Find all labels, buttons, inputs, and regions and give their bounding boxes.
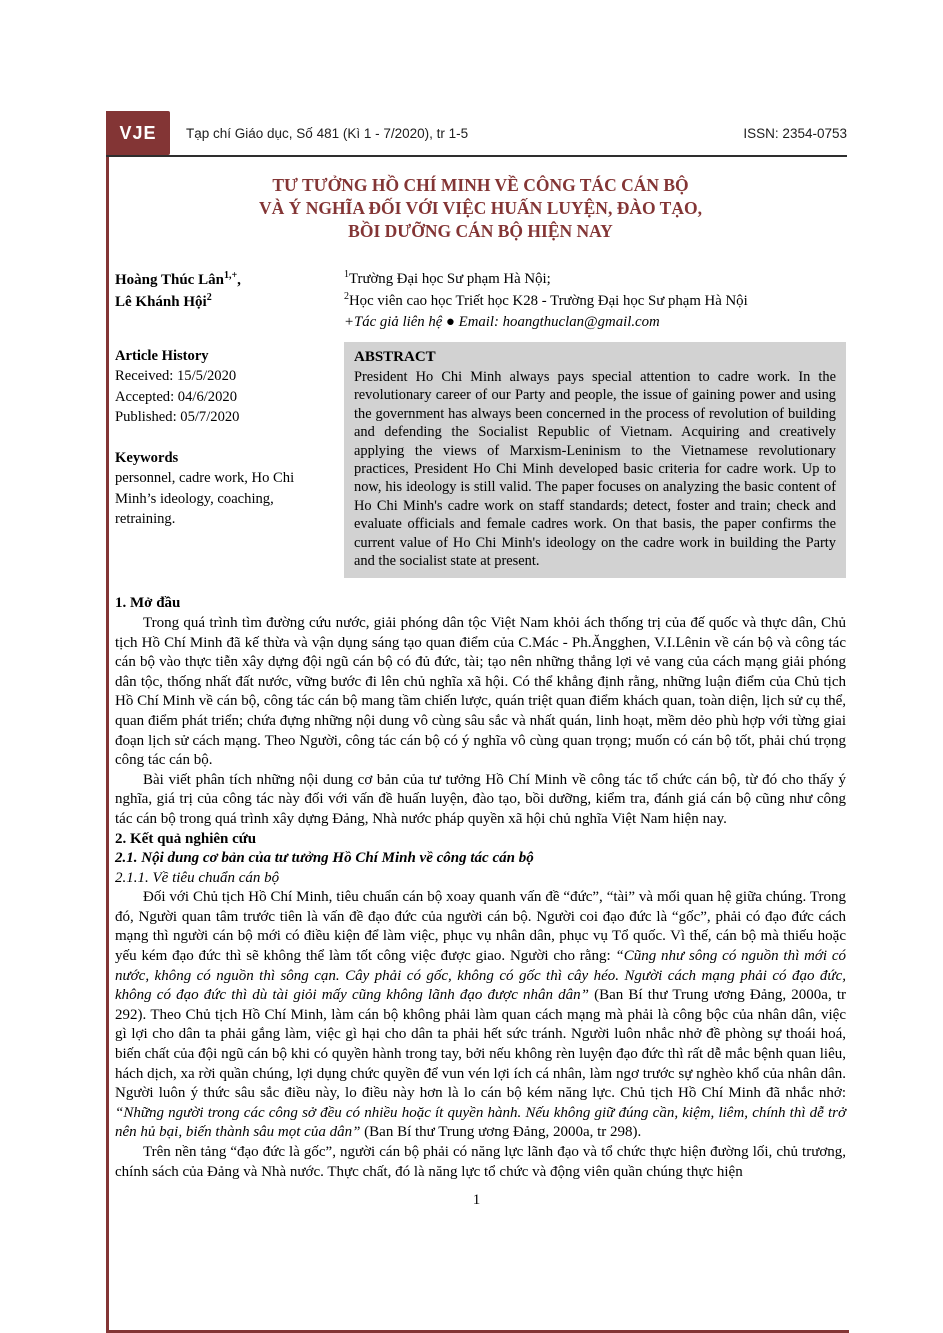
paper-title-line: BỒI DƯỠNG CÁN BỘ HIỆN NAY — [348, 221, 613, 241]
affiliation-superscript: 2 — [344, 290, 349, 302]
affiliation-text: Trường Đại học Sư phạm Hà Nội; — [349, 271, 551, 287]
body-paragraph — [115, 771, 846, 830]
article-history-block — [115, 346, 344, 579]
section-heading-2-1: 2.1. Nội dung cơ bản của tư tưởng Hồ Chí Minh về công tác cán bộ — [115, 850, 534, 867]
abstract-text: President Ho Chi Minh always pays special attention to cadre work. In the revolutionary career of our Party and people, the issue of gaining power and using the government has always been concerned in the process of revolution of building and defending the Socialist Republic of Vietnam. Acquiring and creatively applying the views of Marxism-Leninism to the Vietnamese revolutionary practices, President Ho Chi Minh developed basic criteria for cadre work. Up to now, his ideology is still valid. The paper focuses on analyzing the basic content of Ho Chi Minh's cadre work on staff standards; detect, foster and train; check and evaluate officials and female cadres work. On that basis, the paper confirms the current value of Ho Chi Minh's ideology on the cadre work in building the Party and the socialist state at present. — [354, 368, 836, 569]
body-paragraph — [115, 614, 846, 771]
abstract-box — [344, 342, 846, 579]
paper-title — [106, 174, 847, 243]
paper-body — [106, 594, 847, 1182]
text-run: Trên nền tảng “đạo đức là gốc”, người cán bộ phải có năng lực lãnh đạo và tổ chức thực hiện đường lối, chủ trương, chính sách của Đảng và Nhà nước. Thực chất, đó là năng lực tổ chức và động viên quần chúng thực hiện — [115, 1144, 846, 1180]
issn-label: ISSN: 2354-0753 — [743, 125, 847, 141]
affiliation-superscript: 1 — [344, 269, 349, 281]
author-superscript: 1,+ — [223, 270, 238, 281]
section-heading-2: 2. Kết quả nghiên cứu — [115, 830, 257, 847]
paper-title-line: VÀ Ý NGHĨA ĐỐI VỚI VIỆC HUẤN LUYỆN, ĐÀO TẠO, — [259, 198, 702, 218]
body-paragraph — [115, 1143, 846, 1182]
published-date: Published: 05/7/2020 — [115, 409, 240, 425]
abstract-heading: ABSTRACT — [354, 348, 436, 365]
accepted-date: Accepted: 04/6/2020 — [115, 388, 237, 405]
author-superscript: 2 — [206, 292, 212, 303]
author-line — [115, 269, 344, 291]
page-number: 1 — [472, 1192, 481, 1209]
journal-logo: VJE — [106, 111, 170, 155]
author-name: Hoàng Thúc Lân — [115, 272, 224, 288]
received-date: Received: 15/5/2020 — [115, 368, 237, 384]
text-run: Trong quá trình tìm đường cứu nước, giải phóng dân tộc Việt Nam khỏi ách thống trị của đế quốc và thực dân, Chủ tịch Hồ Chí Minh đã kế thừa và vận dụng sáng tạo quan điểm của C.Mác - Ph.Ăngghen, V.I.Lênin về cán bộ và công tác cán bộ vào thực tiễn xây dựng đội ngũ cán bộ có đủ đức, tài; tạo nên những thắng lợi vẻ vang của cách mạng giải phóng dân tộc, thống nhất đất nước, vững bước đi lên chủ nghĩa xã hội. Có thể khẳng định rằng, những luận điểm của Chủ tịch Hồ Chí Minh về cán bộ, công tác cán bộ mang tầm chiến lược, quán triệt quan điểm khách quan, toàn diện, lịch sử cụ thể, quan điểm phát triển; chứa đựng những nội dung vô cùng sâu sắc và nhất quán, linh hoạt, mềm dẻo phù hợp với từng giai đoạn lịch sử cách mạng. Theo Người, công tác cán bộ có ý nghĩa vô cùng quan trọng; muốn có cán bộ tốt, phải chú trọng công tác cán bộ. — [115, 614, 846, 769]
authors-block — [115, 269, 344, 334]
page-content — [106, 111, 847, 1209]
keywords-heading: Keywords — [115, 449, 179, 466]
paper-title-line: TƯ TƯỞNG HỒ CHÍ MINH VỀ CÔNG TÁC CÁN BỘ — [272, 175, 689, 195]
author-line — [115, 291, 344, 313]
body-paragraph — [115, 888, 846, 1143]
section-heading-1: 1. Mở đầu — [115, 595, 181, 612]
text-run: Đối với Chủ tịch Hồ Chí Minh, tiêu chuẩn cán bộ xoay quanh vấn đề “đức”, “tài” và mối quan hệ giữa chúng. Trong đó, Người quan tâm trước tiên là vấn đề đạo đức của người cán bộ. Người coi đạo đức là “gốc”, phải có đạo đức cách mạng thì người cán bộ mới có điều kiện để làm việc, phục vụ nhân dân, phục vụ Tổ quốc. Vì thế, cán bộ mà thiếu hoặc yếu kém đạo đức thì sẽ không thể làm tốt công việc được giao. Người cho rằng: — [115, 889, 846, 965]
meta-section — [106, 269, 847, 578]
text-run: “Cũng như sông có nguồn thì mới có nước, không có nguồn thì sông cạn. Cây phải có gốc, không có gốc thì cây héo. Người cách mạng phải có đạo đức, không có đạo đức thì dù tài giỏi mấy cũng không lãnh đạo được nhân dân” — [115, 948, 846, 1004]
journal-header — [106, 111, 847, 157]
affiliation-line — [344, 269, 846, 291]
text-run: Bài viết phân tích những nội dung cơ bản của tư tưởng Hồ Chí Minh về công tác tổ chức cán bộ, từ đó cho thấy ý nghĩa, giá trị của công tác này đối với vấn đề huấn luyện, đào tạo, bồi dưỡng, kiểm tra, đánh giá cán bộ cũng như công tác cán bộ trong quá trình xây dựng Đảng, Nhà nước pháp quyền xã hội chủ nghĩa Việt Nam hiện nay. — [115, 771, 846, 827]
author-separator: , — [237, 272, 241, 288]
text-run: (Ban Bí thư Trung ương Đảng, 2000a, tr 292). Theo Chủ tịch Hồ Chí Minh, làm cán bộ không phải làm quan cách mạng mà phải là công bộc của nhân dân, việc gì lợi cho dân ta phải gắng làm, việc gì hại cho dân ta phải hết sức tránh. Người luôn nhắc nhở đề phòng sự thoái hoá, biến chất của đội ngũ cán bộ khi có quyền hành trong tay, bởi nếu không rèn luyện đạo đức thì rất dễ mắc bệnh quan liêu, hách dịch, xa rời quần chúng, lợi dụng chức quyền để vun vén lợi ích cá nhân, làm ngơ trước sự nghèo khổ của nhân dân. Người luôn ý thức sâu sắc điều này, lo điều này hơn là lo cán bộ kém năng lực. Chủ tịch Hồ Chí Minh đã nhắc nhở: — [115, 987, 846, 1102]
text-run: (Ban Bí thư Trung ương Đảng, 2000a, tr 298). — [360, 1124, 642, 1141]
text-run: “Những người trong các công sở đều có nhiều hoặc ít quyền hành. Nếu không giữ đúng cần, kiệm, liêm, chính thì dễ trở nên hủ bại, biến thành sâu mọt của dân” — [115, 1104, 846, 1141]
affiliations-block — [344, 269, 846, 334]
journal-info: Tạp chí Giáo dục, Số 481 (Kì 1 - 7/2020), tr 1-5 — [186, 125, 469, 141]
affiliation-text: Học viên cao học Triết học K28 - Trường Đại học Sư phạm Hà Nội — [349, 292, 748, 309]
corresponding-author-line: +Tác giả liên hệ ● Email: hoangthuclan@gmail.com — [344, 314, 660, 330]
affiliation-line — [344, 291, 846, 313]
section-heading-2-1-1: 2.1.1. Về tiêu chuẩn cán bộ — [115, 869, 280, 886]
keywords-text: personnel, cadre work, Ho Chi Minh’s ideology, coaching, retraining. — [115, 470, 295, 527]
article-history-heading: Article History — [115, 347, 209, 364]
author-name: Lê Khánh Hội — [115, 294, 207, 310]
